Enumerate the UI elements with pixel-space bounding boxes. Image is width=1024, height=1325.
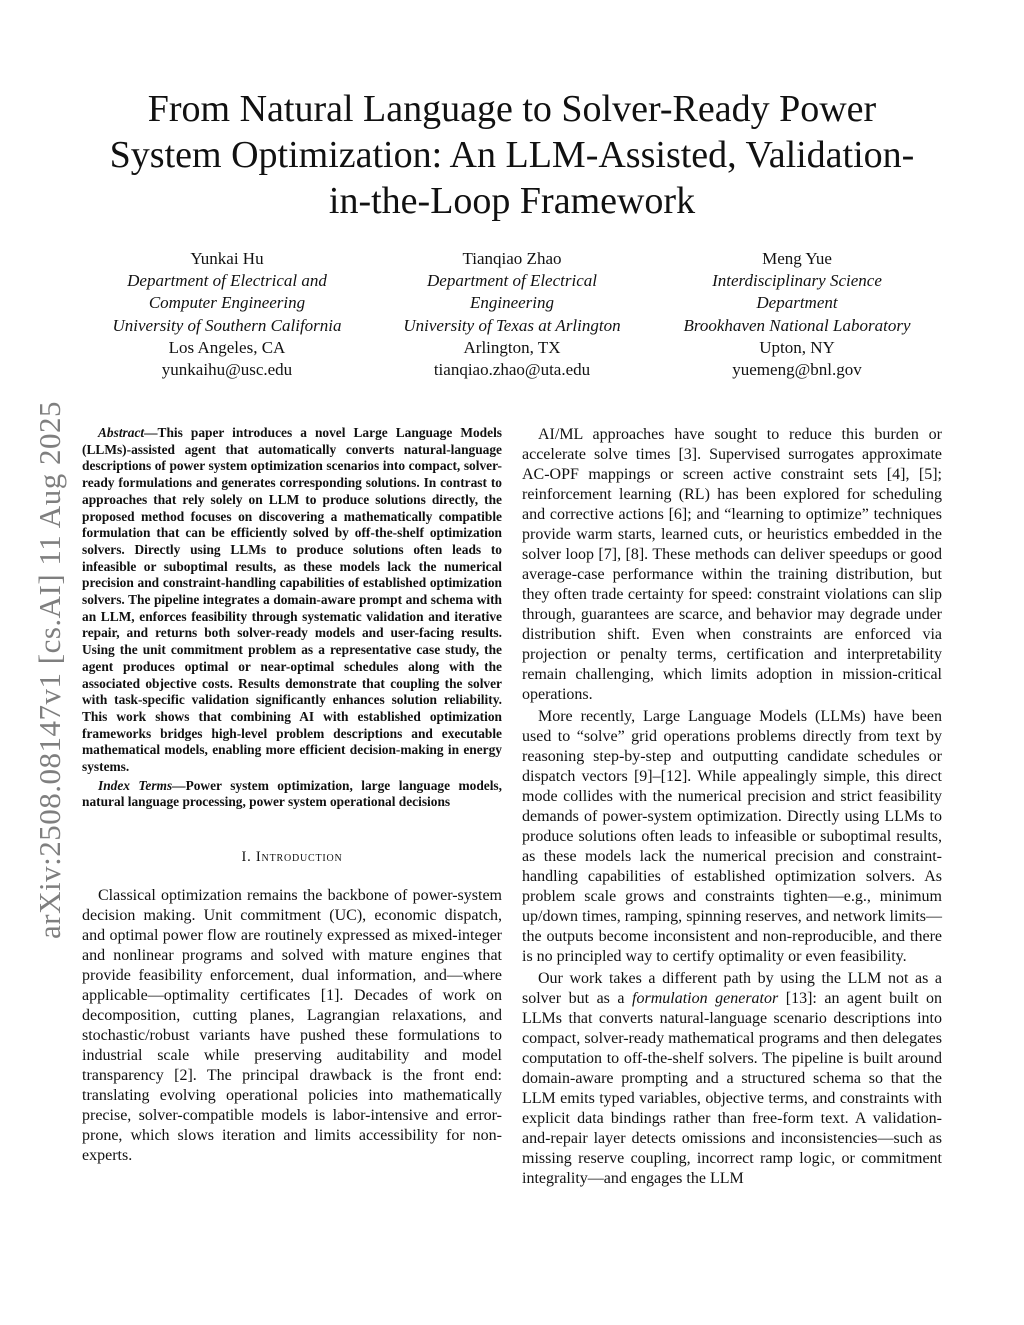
- author-1: [96, 248, 358, 381]
- author-dept-line2: Engineering: [469, 293, 555, 313]
- paragraph-text-rest: [13]: an agent built on LLMs that converts natural-language scenario descriptions into compact, solver-ready mathematical programs and then delegates computation to off-the-shelf solvers. The pipeline is built around domain-aware prompting and a structured schema so that the LLM emits typed variables, objective terms, and constraints with explicit data bindings rather than free-form text. A validation-and-repair layer detects omissions and inconsistencies—such as missing reserve coupling, incorrect ramp logic, or commitment integrality—and engages the LLM: [522, 990, 942, 1187]
- right-column: [522, 425, 942, 1189]
- intro-paragraph-3: More recently, Large Language Models (LLMs) have been used to “solve” grid operations problems directly from text by reasoning step-by-step and outputting candidate schedules or dispatch vectors [9]–[12]. While appealingly simple, this direct mode collides with the numerical precision and strict feasibility demands of power-system optimization. Directly using LLMs to produce solutions often leads to infeasible or suboptimal results, as these models lack the numerical precision and constraint-handling capabilities of established optimization solvers. As problem scale grows and constraints tighten—e.g., minimum up/down times, ramping, spinning reserves, and network limits—the outputs become inconsistent and non-reproducible, and there is no principled way to certify optimality or even feasibility.: [522, 708, 942, 965]
- author-block: [96, 248, 928, 381]
- author-city: Arlington, TX: [463, 337, 561, 357]
- author-email[interactable]: yuemeng@bnl.gov: [732, 360, 862, 380]
- section-heading-introduction: I. Introduction: [241, 849, 343, 866]
- intro-paragraph-4: [522, 969, 942, 1189]
- author-3: [666, 248, 928, 381]
- paper-title: From Natural Language to Solver-Ready Power System Optimization: An LLM-Assisted, Validation-in-the-Loop Framework: [109, 88, 915, 222]
- abstract: [82, 425, 502, 776]
- author-email[interactable]: yunkaihu@usc.edu: [161, 360, 293, 380]
- author-dept-line1: Department of Electrical: [427, 271, 597, 291]
- abstract-dash: —: [144, 425, 158, 440]
- author-dept-line1: Department of Electrical and: [127, 271, 327, 291]
- author-name: Meng Yue: [762, 249, 832, 268]
- author-dept-line2: Computer Engineering: [148, 293, 306, 313]
- index-terms-text: Power system optimization, large language models, natural language processing, power system operational decisions: [82, 777, 502, 810]
- author-institution: University of Southern California: [112, 315, 342, 335]
- index-terms-dash: —: [172, 777, 186, 793]
- author-institution: Brookhaven National Laboratory: [683, 315, 911, 335]
- abstract-text: This paper introduces a novel Large Language Models (LLMs)-assisted agent that automatically converts natural-language descriptions of power system optimization scenarios into compact, solver-ready formulations and generates corresponding solutions. In contrast to approaches that rely solely on LLM to produce solutions directly, the proposed method focuses on discovering a mathematically compatible formulation that can be efficiently solved by off-the-shelf optimization solvers. Directly using LLMs to produce solutions often leads to infeasible or suboptimal results, as these models lack the numerical precision and constraint-handling capabilities of established optimization solvers. The pipeline integrates a domain-aware prompt and schema with an LLM, enforces feasibility through systematic validation and iterative repair, and returns both solver-ready models and user-facing results. Using the unit commitment problem as a representative case study, the agent produces optimal or near-optimal schedules along with the associated objective costs. Results demonstrate that coupling the solver with task-specific validation significantly enhances solution reliability. This work shows that combining AI with established optimization frameworks bridges high-level problem descriptions and executable mathematical models, enabling more efficient decision-making in energy systems.: [82, 425, 502, 775]
- author-email[interactable]: tianqiao.zhao@uta.edu: [433, 360, 591, 380]
- author-2: [381, 248, 643, 381]
- author-city: Los Angeles, CA: [168, 337, 286, 357]
- intro-paragraph-2: AI/ML approaches have sought to reduce this burden or accelerate solve times [3]. Supervised surrogates approximate AC-OPF mappings or screen active constraint sets [4], [5]; reinforcement learning (RL) has been explored for scheduling and corrective actions [6]; and “learning to optimize” techniques provide warm starts, learned cuts, or heuristics embedded in the solver loop [7], [8]. These methods can deliver speedups or good average-case performance within the training distribution, but they often trade certainty for speed: constraint violations can slip through, guarantees are scarce, and behavior may degrade under distribution shift. Even when constraints are enforced via projection or penalty terms, certification and interpretability remain challenging, which limits adoption in mission-critical operations.: [522, 426, 942, 703]
- author-city: Upton, NY: [759, 337, 835, 357]
- left-column: [82, 425, 502, 1166]
- author-institution: University of Texas at Arlington: [403, 315, 621, 335]
- abstract-label: Abstract: [98, 425, 145, 440]
- index-terms: [82, 778, 502, 811]
- intro-paragraph-1: Classical optimization remains the backbone of power-system decision making. Unit commitment (UC), economic dispatch, and optimal power flow are routinely expressed as mixed-integer and nonlinear programs and solved with mature engines that provide feasibility enforcement, dual information, and—where applicable—optimality certificates [1]. Decades of work on decomposition, cutting planes, Lagrangian relaxations, and stochastic/robust variants have pushed these formulations to industrial scale while preserving auditability and model transparency [2]. The principal drawback is the front end: translating evolving operational policies into mathematically precise, solver-compatible models is labor-intensive and error-prone, which slows iteration and limits accessibility for non-experts.: [82, 887, 502, 1165]
- emphasis-formulation-generator: formulation generator: [632, 990, 779, 1007]
- arxiv-identifier-stamp: arXiv:2508.08147v1 [cs.AI] 11 Aug 2025: [32, 401, 67, 939]
- author-name: Tianqiao Zhao: [462, 249, 562, 268]
- paragraph-text-start: Our work takes a different path by using the LLM not as a solver but as a: [522, 970, 942, 1007]
- author-dept-line1: Interdisciplinary Science: [712, 271, 882, 291]
- author-dept-line2: Department: [756, 293, 838, 313]
- index-terms-label: Index Terms: [98, 777, 173, 793]
- author-name: Yunkai Hu: [190, 249, 264, 268]
